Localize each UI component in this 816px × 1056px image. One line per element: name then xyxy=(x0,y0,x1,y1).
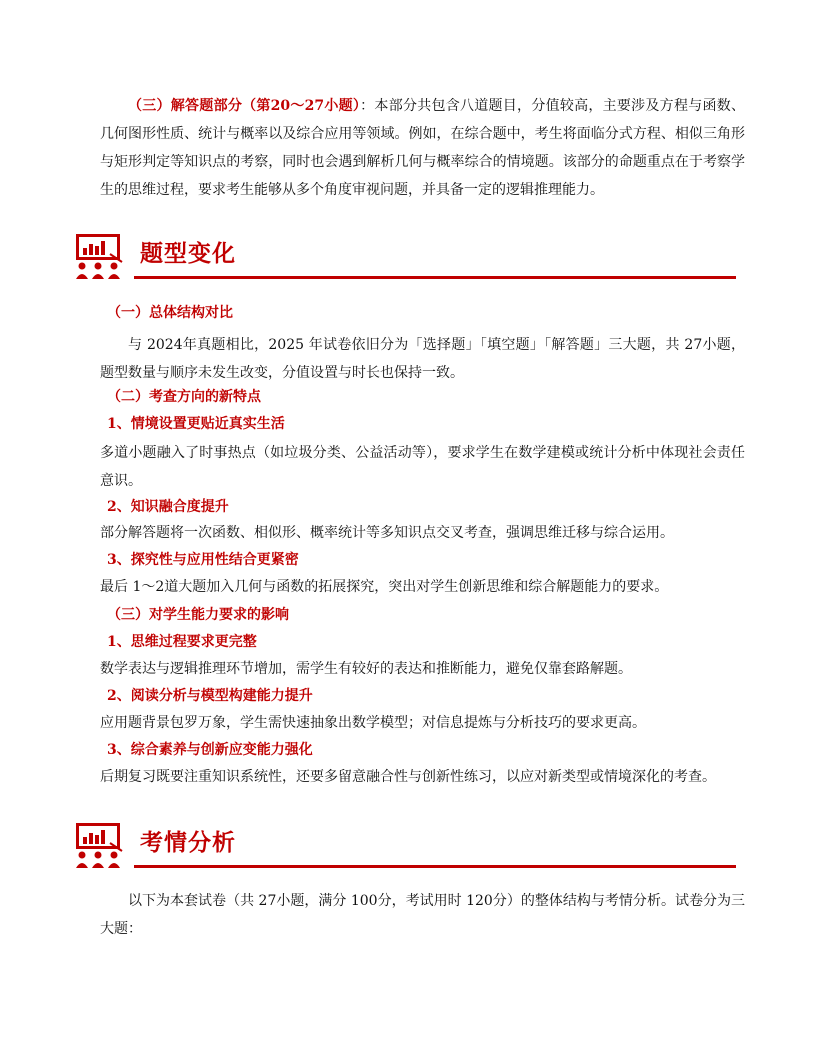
section-header-exam-analysis xyxy=(74,821,736,873)
subheading-ability: （三）对学生能力要求的影响 xyxy=(107,607,289,623)
subheading-structure: （一）总体结构对比 xyxy=(107,305,233,321)
section-header-question-type xyxy=(74,232,736,284)
paragraph-exam-analysis: 以下为本套试卷（共 27小题，满分 100分，考试用时 120分）的整体结构与考情分析。试卷分为三大题： xyxy=(100,893,745,937)
point-heading-2: 2、知识融合度提升 xyxy=(107,499,229,515)
section-divider xyxy=(134,276,736,279)
subheading-new-features: （二）考查方向的新特点 xyxy=(107,389,261,405)
intro-label: （三）解答题部分（第20～27小题） xyxy=(128,98,361,114)
point-heading-3: 3、探究性与应用性结合更紧密 xyxy=(107,552,299,568)
intro-text: ：本部分共包含八道题目，分值较高，主要涉及方程与函数、几何图形性质、统计与概率以及综合应用等领域。例如，在综合题中，考生将面临分式方程、相似三角形与矩形判定等知识点的考察，同时也会遇到解析几何与概率综合的情境题。该部分的命题重点在于考察学生的思维过程，要求考生能够从多个角度审视问题，并具备一定的逻辑推理能力。 xyxy=(100,98,745,198)
paragraph-structure: 与 2024年真题相比，2025 年试卷依旧分为「选择题」「填空题」「解答题」三大题，共 27小题，题型数量与顺序未发生改变，分值设置与时长也保持一致。 xyxy=(100,337,745,381)
presentation-board-icon xyxy=(74,232,126,280)
ability-text-2: 应用题背景包罗万象，学生需快速抽象出数学模型；对信息提炼与分析技巧的要求更高。 xyxy=(100,715,646,731)
section-title: 考情分析 xyxy=(140,830,236,856)
section-divider xyxy=(134,865,736,868)
intro-paragraph xyxy=(100,92,745,204)
ability-heading-3: 3、综合素养与创新应变能力强化 xyxy=(107,742,313,758)
ability-text-1: 数学表达与逻辑推理环节增加，需学生有较好的表达和推断能力，避免仅靠套路解题。 xyxy=(100,661,632,677)
section-title: 题型变化 xyxy=(140,241,236,267)
point-text-2: 部分解答题将一次函数、相似形、概率统计等多知识点交叉考查，强调思维迁移与综合运用。 xyxy=(100,525,674,541)
ability-heading-2: 2、阅读分析与模型构建能力提升 xyxy=(107,688,313,704)
point-text-1: 多道小题融入了时事热点（如垃圾分类、公益活动等），要求学生在数学建模或统计分析中体现社会责任意识。 xyxy=(100,445,745,489)
ability-text-3: 后期复习既要注重知识系统性，还要多留意融合性与创新性练习，以应对新类型或情境深化的考查。 xyxy=(100,769,716,785)
presentation-board-icon xyxy=(74,821,126,869)
point-text-3: 最后 1～2道大题加入几何与函数的拓展探究，突出对学生创新思维和综合解题能力的要求。 xyxy=(100,579,669,595)
point-heading-1: 1、情境设置更贴近真实生活 xyxy=(107,416,285,432)
ability-heading-1: 1、思维过程要求更完整 xyxy=(107,634,257,650)
